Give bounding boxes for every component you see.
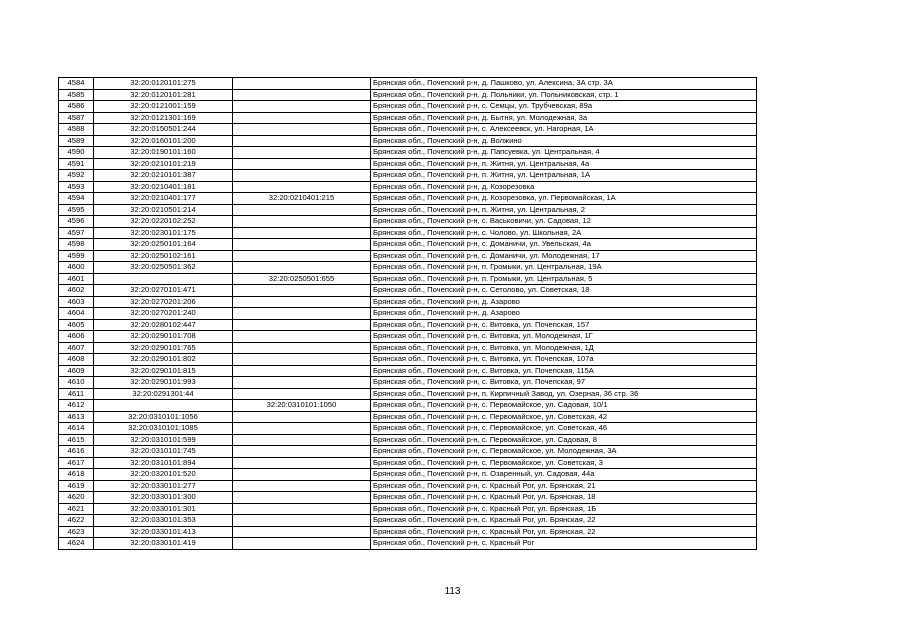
previous-cadastral-number-cell (233, 411, 371, 423)
address-cell: Брянская обл., Почепский р-н, с. Красный Рог (371, 538, 757, 550)
address-cell: Брянская обл., Почепский р-н, с. Красный Рог, ул. Брянская, 1Б (371, 503, 757, 515)
cadastral-number-cell: 32:20:0290101:802 (94, 354, 233, 366)
table-row (59, 411, 757, 423)
previous-cadastral-number-cell (233, 503, 371, 515)
address-cell: Брянская обл., Почепский р-н, с. Васьковичи, ул. Садовая, 12 (371, 216, 757, 228)
table-row (59, 89, 757, 101)
row-number-cell: 4607 (59, 342, 94, 354)
previous-cadastral-number-cell (233, 354, 371, 366)
address-cell: Брянская обл., Почепский р-н, с. Первомайское, ул. Советская, 46 (371, 423, 757, 435)
table-row (59, 423, 757, 435)
cadastral-number-cell: 32:20:0120101:281 (94, 89, 233, 101)
row-number-cell: 4592 (59, 170, 94, 182)
row-number-cell: 4606 (59, 331, 94, 343)
previous-cadastral-number-cell (233, 135, 371, 147)
cadastral-number-cell: 32:20:0210101:387 (94, 170, 233, 182)
previous-cadastral-number-cell (233, 250, 371, 262)
table-row (59, 319, 757, 331)
table-row (59, 112, 757, 124)
table-row (59, 147, 757, 159)
table-row (59, 377, 757, 389)
cadastral-number-cell: 32:20:0290101:815 (94, 365, 233, 377)
address-cell: Брянская обл., Почепский р-н, с. Первомайское, ул. Советская, 3 (371, 457, 757, 469)
address-cell: Брянская обл., Почепский р-н, д. Пашково, ул. Алексина, 3А стр. 3А (371, 78, 757, 90)
cadastral-number-cell: 32:20:0290101:765 (94, 342, 233, 354)
cadastral-number-cell: 32:20:0270201:206 (94, 296, 233, 308)
table-row (59, 135, 757, 147)
table-row (59, 538, 757, 550)
address-cell: Брянская обл., Почепский р-н, с. Красный Рог, ул. Брянская, 22 (371, 526, 757, 538)
cadastral-number-cell: 32:20:0310101:1056 (94, 411, 233, 423)
cadastral-number-cell: 32:20:0330101:413 (94, 526, 233, 538)
address-cell: Брянская обл., Почепский р-н, с. Витовка, ул. Почепская, 157 (371, 319, 757, 331)
address-cell: Брянская обл., Почепский р-н, с. Доманичи, ул. Увельская, 4а (371, 239, 757, 251)
cadastral-number-cell: 32:20:0330101:353 (94, 515, 233, 527)
table-row (59, 78, 757, 90)
row-number-cell: 4621 (59, 503, 94, 515)
address-cell: Брянская обл., Почепский р-н, с. Первомайское, ул. Советская, 42 (371, 411, 757, 423)
previous-cadastral-number-cell (233, 285, 371, 297)
table-row (59, 101, 757, 113)
previous-cadastral-number-cell (233, 388, 371, 400)
previous-cadastral-number-cell (233, 480, 371, 492)
row-number-cell: 4593 (59, 181, 94, 193)
table-row (59, 354, 757, 366)
previous-cadastral-number-cell (233, 538, 371, 550)
cadastral-number-cell: 32:20:0210101:219 (94, 158, 233, 170)
address-cell: Брянская обл., Почепский р-н, с. Первомайское, ул. Садовая, 8 (371, 434, 757, 446)
address-cell: Брянская обл., Почепский р-н, п. Громыки, ул. Центральная, 5 (371, 273, 757, 285)
cadastral-number-cell: 32:20:0330101:300 (94, 492, 233, 504)
row-number-cell: 4623 (59, 526, 94, 538)
table-row (59, 158, 757, 170)
row-number-cell: 4588 (59, 124, 94, 136)
previous-cadastral-number-cell (233, 78, 371, 90)
previous-cadastral-number-cell (233, 515, 371, 527)
row-number-cell: 4612 (59, 400, 94, 412)
previous-cadastral-number-cell (233, 331, 371, 343)
address-cell: Брянская обл., Почепский р-н, д. Волжино (371, 135, 757, 147)
cadastral-number-cell: 32:20:0250101:164 (94, 239, 233, 251)
address-cell: Брянская обл., Почепский р-н, с. Первомайское, ул. Молодежная, 3А (371, 446, 757, 458)
row-number-cell: 4597 (59, 227, 94, 239)
cadastral-number-cell: 32:20:0250102:161 (94, 250, 233, 262)
address-cell: Брянская обл., Почепский р-н, с. Доманичи, ул. Молодежная, 17 (371, 250, 757, 262)
cadastral-number-cell: 32:20:0291301:44 (94, 388, 233, 400)
address-cell: Брянская обл., Почепский р-н, д. Польники, ул. Польниковская, стр. 1 (371, 89, 757, 101)
table-row (59, 469, 757, 481)
cadastral-number-cell: 32:20:0210501:214 (94, 204, 233, 216)
cadastral-number-cell: 32:20:0290101:993 (94, 377, 233, 389)
table-row (59, 331, 757, 343)
cadastral-number-cell: 32:20:0320101:520 (94, 469, 233, 481)
table-row (59, 124, 757, 136)
previous-cadastral-number-cell (233, 342, 371, 354)
previous-cadastral-number-cell (233, 296, 371, 308)
address-cell: Брянская обл., Почепский р-н, п. Житня, ул. Центральная, 2 (371, 204, 757, 216)
address-cell: Брянская обл., Почепский р-н, с. Чолово, ул. Школьная, 2А (371, 227, 757, 239)
table-row (59, 515, 757, 527)
table-row (59, 342, 757, 354)
table-row (59, 400, 757, 412)
address-cell: Брянская обл., Почепский р-н, с. Витовка, ул. Почепская, 115А (371, 365, 757, 377)
row-number-cell: 4618 (59, 469, 94, 481)
table-row (59, 204, 757, 216)
previous-cadastral-number-cell (233, 101, 371, 113)
previous-cadastral-number-cell (233, 319, 371, 331)
row-number-cell: 4608 (59, 354, 94, 366)
address-cell: Брянская обл., Почепский р-н, с. Витовка, ул. Почепская, 107а (371, 354, 757, 366)
cadastral-number-cell: 32:20:0310101:1085 (94, 423, 233, 435)
cadastral-number-cell: 32:20:0220102:252 (94, 216, 233, 228)
row-number-cell: 4596 (59, 216, 94, 228)
row-number-cell: 4611 (59, 388, 94, 400)
table-row (59, 492, 757, 504)
cadastral-number-cell: 32:20:0310101:745 (94, 446, 233, 458)
previous-cadastral-number-cell (233, 526, 371, 538)
row-number-cell: 4622 (59, 515, 94, 527)
cadastral-number-cell: 32:20:0310101:894 (94, 457, 233, 469)
row-number-cell: 4584 (59, 78, 94, 90)
cadastral-number-cell: 32:20:0120101:275 (94, 78, 233, 90)
table-row (59, 285, 757, 297)
address-cell: Брянская обл., Почепский р-н, с. Алексеевск, ул. Нагорная, 1А (371, 124, 757, 136)
previous-cadastral-number-cell (233, 216, 371, 228)
table-row (59, 457, 757, 469)
row-number-cell: 4614 (59, 423, 94, 435)
address-cell: Брянская обл., Почепский р-н, д. Папсуевка, ул. Центральная, 4 (371, 147, 757, 159)
row-number-cell: 4604 (59, 308, 94, 320)
previous-cadastral-number-cell (233, 434, 371, 446)
previous-cadastral-number-cell (233, 377, 371, 389)
cadastral-number-cell: 32:20:0280102:447 (94, 319, 233, 331)
previous-cadastral-number-cell (233, 124, 371, 136)
row-number-cell: 4620 (59, 492, 94, 504)
row-number-cell: 4600 (59, 262, 94, 274)
previous-cadastral-number-cell (233, 204, 371, 216)
previous-cadastral-number-cell (233, 423, 371, 435)
cadastral-number-cell: 32:20:0210401:177 (94, 193, 233, 205)
cadastral-number-cell: 32:20:0330101:301 (94, 503, 233, 515)
previous-cadastral-number-cell (233, 239, 371, 251)
table-row (59, 308, 757, 320)
row-number-cell: 4616 (59, 446, 94, 458)
row-number-cell: 4605 (59, 319, 94, 331)
table-row (59, 480, 757, 492)
cadastral-number-cell: 32:20:0190101:160 (94, 147, 233, 159)
row-number-cell: 4602 (59, 285, 94, 297)
address-cell: Брянская обл., Почепский р-н, с. Первомайское, ул. Садовая, 10/1 (371, 400, 757, 412)
cadastral-number-cell: 32:20:0230101:175 (94, 227, 233, 239)
row-number-cell: 4594 (59, 193, 94, 205)
property-table (58, 77, 757, 550)
cadastral-number-cell (94, 400, 233, 412)
cadastral-number-cell: 32:20:0160101:200 (94, 135, 233, 147)
previous-cadastral-number-cell (233, 89, 371, 101)
previous-cadastral-number-cell (233, 170, 371, 182)
address-cell: Брянская обл., Почепский р-н, с. Семцы, ул. Трубчевская, 89а (371, 101, 757, 113)
table-row (59, 503, 757, 515)
address-cell: Брянская обл., Почепский р-н, д. Азарово (371, 296, 757, 308)
address-cell: Брянская обл., Почепский р-н, п. Громыки, ул. Центральная, 19А (371, 262, 757, 274)
cadastral-number-cell (94, 273, 233, 285)
table-row (59, 170, 757, 182)
address-cell: Брянская обл., Почепский р-н, с. Витовка, ул. Молодежная, 1Г (371, 331, 757, 343)
cadastral-number-cell: 32:20:0250501:362 (94, 262, 233, 274)
previous-cadastral-number-cell: 32:20:0210401:215 (233, 193, 371, 205)
previous-cadastral-number-cell (233, 262, 371, 274)
row-number-cell: 4586 (59, 101, 94, 113)
row-number-cell: 4613 (59, 411, 94, 423)
address-cell: Брянская обл., Почепский р-н, с. Красный Рог, ул. Брянская, 21 (371, 480, 757, 492)
cadastral-number-cell: 32:20:0210401:181 (94, 181, 233, 193)
row-number-cell: 4590 (59, 147, 94, 159)
table-row (59, 296, 757, 308)
address-cell: Брянская обл., Почепский р-н, с. Витовка, ул. Почепская, 97 (371, 377, 757, 389)
table-row (59, 227, 757, 239)
cadastral-number-cell: 32:20:0270201:240 (94, 308, 233, 320)
previous-cadastral-number-cell (233, 469, 371, 481)
address-cell: Брянская обл., Почепский р-н, с. Сетолово, ул. Советская, 18 (371, 285, 757, 297)
table-row (59, 193, 757, 205)
previous-cadastral-number-cell (233, 112, 371, 124)
row-number-cell: 4610 (59, 377, 94, 389)
address-cell: Брянская обл., Почепский р-н, с. Красный Рог, ул. Брянская, 22 (371, 515, 757, 527)
previous-cadastral-number-cell (233, 457, 371, 469)
table-row (59, 273, 757, 285)
address-cell: Брянская обл., Почепский р-н, д. Бытня, ул. Молодежная, 3а (371, 112, 757, 124)
row-number-cell: 4595 (59, 204, 94, 216)
cadastral-number-cell: 32:20:0121301:169 (94, 112, 233, 124)
previous-cadastral-number-cell: 32:20:0310101:1050 (233, 400, 371, 412)
cadastral-number-cell: 32:20:0270101:471 (94, 285, 233, 297)
address-cell: Брянская обл., Почепский р-н, д. Азарово (371, 308, 757, 320)
row-number-cell: 4603 (59, 296, 94, 308)
property-table-body (59, 78, 757, 550)
table-row (59, 181, 757, 193)
row-number-cell: 4617 (59, 457, 94, 469)
table-row (59, 388, 757, 400)
row-number-cell: 4591 (59, 158, 94, 170)
row-number-cell: 4585 (59, 89, 94, 101)
address-cell: Брянская обл., Почепский р-н, п. Житня, ул. Центральная, 1А (371, 170, 757, 182)
cadastral-number-cell: 32:20:0310101:599 (94, 434, 233, 446)
address-cell: Брянская обл., Почепский р-н, п. Житня, ул. Центральная, 4а (371, 158, 757, 170)
table-row (59, 365, 757, 377)
table-row (59, 262, 757, 274)
previous-cadastral-number-cell (233, 158, 371, 170)
address-cell: Брянская обл., Почепский р-н, п. Кирпичный Завод, ул. Озерная, 36 стр. 36 (371, 388, 757, 400)
row-number-cell: 4624 (59, 538, 94, 550)
row-number-cell: 4601 (59, 273, 94, 285)
previous-cadastral-number-cell (233, 365, 371, 377)
row-number-cell: 4619 (59, 480, 94, 492)
previous-cadastral-number-cell: 32:20:0250501:655 (233, 273, 371, 285)
row-number-cell: 4609 (59, 365, 94, 377)
previous-cadastral-number-cell (233, 181, 371, 193)
previous-cadastral-number-cell (233, 492, 371, 504)
address-cell: Брянская обл., Почепский р-н, д. Козорезовка, ул. Первомайская, 1А (371, 193, 757, 205)
cadastral-number-cell: 32:20:0290101:708 (94, 331, 233, 343)
row-number-cell: 4589 (59, 135, 94, 147)
previous-cadastral-number-cell (233, 446, 371, 458)
table-row (59, 250, 757, 262)
address-cell: Брянская обл., Почепский р-н, д. Козорезовка (371, 181, 757, 193)
previous-cadastral-number-cell (233, 227, 371, 239)
address-cell: Брянская обл., Почепский р-н, п. Озаренный, ул. Садовая, 44а (371, 469, 757, 481)
table-row (59, 434, 757, 446)
cadastral-number-cell: 32:20:0330101:419 (94, 538, 233, 550)
table-row (59, 526, 757, 538)
address-cell: Брянская обл., Почепский р-н, с. Красный Рог, ул. Брянская, 18 (371, 492, 757, 504)
previous-cadastral-number-cell (233, 308, 371, 320)
table-row (59, 239, 757, 251)
row-number-cell: 4587 (59, 112, 94, 124)
row-number-cell: 4615 (59, 434, 94, 446)
page-number: 113 (444, 586, 461, 597)
row-number-cell: 4598 (59, 239, 94, 251)
cadastral-number-cell: 32:20:0150501:244 (94, 124, 233, 136)
address-cell: Брянская обл., Почепский р-н, с. Витовка, ул. Молодежная, 1Д (371, 342, 757, 354)
previous-cadastral-number-cell (233, 147, 371, 159)
cadastral-number-cell: 32:20:0121001:159 (94, 101, 233, 113)
table-row (59, 446, 757, 458)
cadastral-number-cell: 32:20:0330101:277 (94, 480, 233, 492)
row-number-cell: 4599 (59, 250, 94, 262)
table-row (59, 216, 757, 228)
